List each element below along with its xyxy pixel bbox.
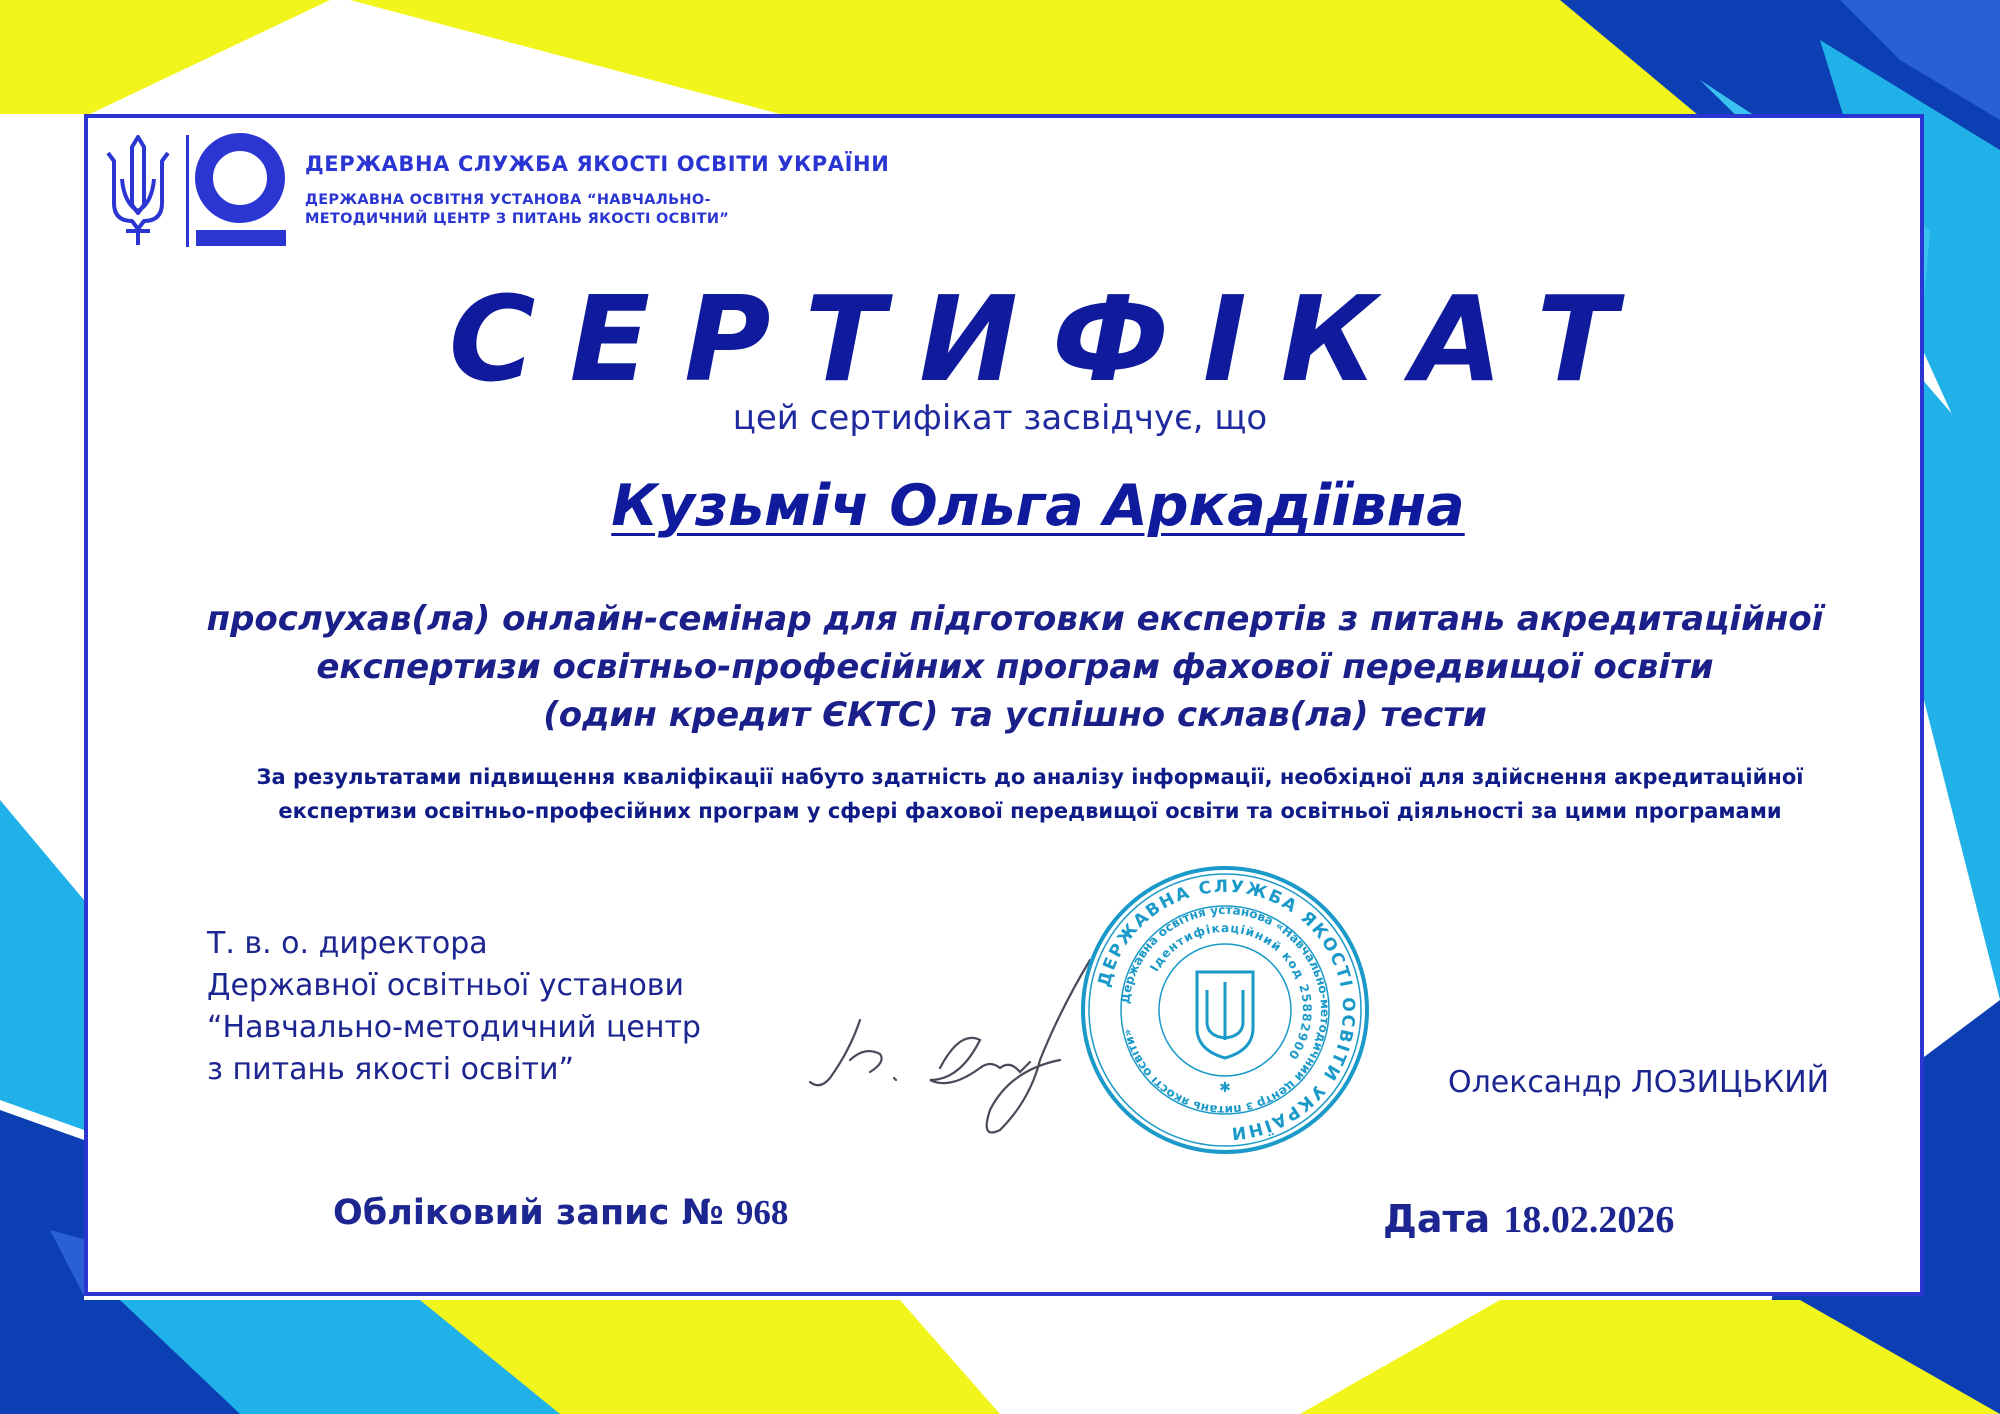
- organization-subtitle: ДЕРЖАВНА ОСВІТНЯ УСТАНОВА “НАВЧАЛЬНО- МЕТОДИЧНИЙ ЦЕНТР З ПИТАНЬ ЯКОСТІ ОСВІТИ”: [305, 192, 730, 227]
- qualification-result: За результатами підвищення кваліфікації набуто здатність до аналізу інформації, необхідної для здійснення акредитаційної експертизи освітньо-професійних програм у сфері фахової передвищої освіти та освітньої діяльності за цими програмами: [256, 765, 1804, 823]
- certificate-intro: цей сертифікат засвідчує, що: [732, 398, 1268, 438]
- signature-image: [790, 950, 1100, 1150]
- svg-text:Ідентифікаційний код 25882900: Ідентифікаційний код 25882900: [1147, 920, 1315, 1063]
- quality-service-logo-icon: [188, 130, 293, 248]
- organization-name: ДЕРЖАВНА СЛУЖБА ЯКОСТІ ОСВІТИ УКРАЇНИ: [305, 152, 890, 176]
- signatory-position: Т. в. о. директора Державної освітньої установи “Навчально-методичний центр з питань якості освіти”: [207, 926, 701, 1087]
- record-number: Обліковий запис № 968: [333, 1193, 789, 1233]
- recipient-name: Кузьміч Ольга Аркадіївна: [611, 473, 1465, 539]
- issue-date: Дата 18.02.2026: [1383, 1197, 1675, 1241]
- svg-text:Державна освітня установа «Нав: Державна освітня установа «Навчально-методичний центр з питань якості освіти»: [1118, 902, 1333, 1118]
- trident-icon: [100, 133, 176, 248]
- certificate-title: СЕРТИФІКАТ: [448, 270, 1652, 408]
- svg-text:✱: ✱: [1219, 1080, 1231, 1096]
- official-stamp: [1075, 860, 1375, 1160]
- signatory-name: Олександр ЛОЗИЦЬКИЙ: [1448, 1065, 1830, 1100]
- course-description: прослухав(ла) онлайн-семінар для підготовки експертів з питань акредитаційної експертизи освітньо-професійних програм фахової передвищої освіти (один кредит ЄКТС) та успішно склав(ла) тести: [206, 599, 1824, 735]
- svg-text:ДЕРЖАВНА СЛУЖБА ЯКОСТІ ОСВІТИ: ДЕРЖАВНА СЛУЖБА ЯКОСТІ ОСВІТИ УКРАЇНИ: [1094, 876, 1359, 1144]
